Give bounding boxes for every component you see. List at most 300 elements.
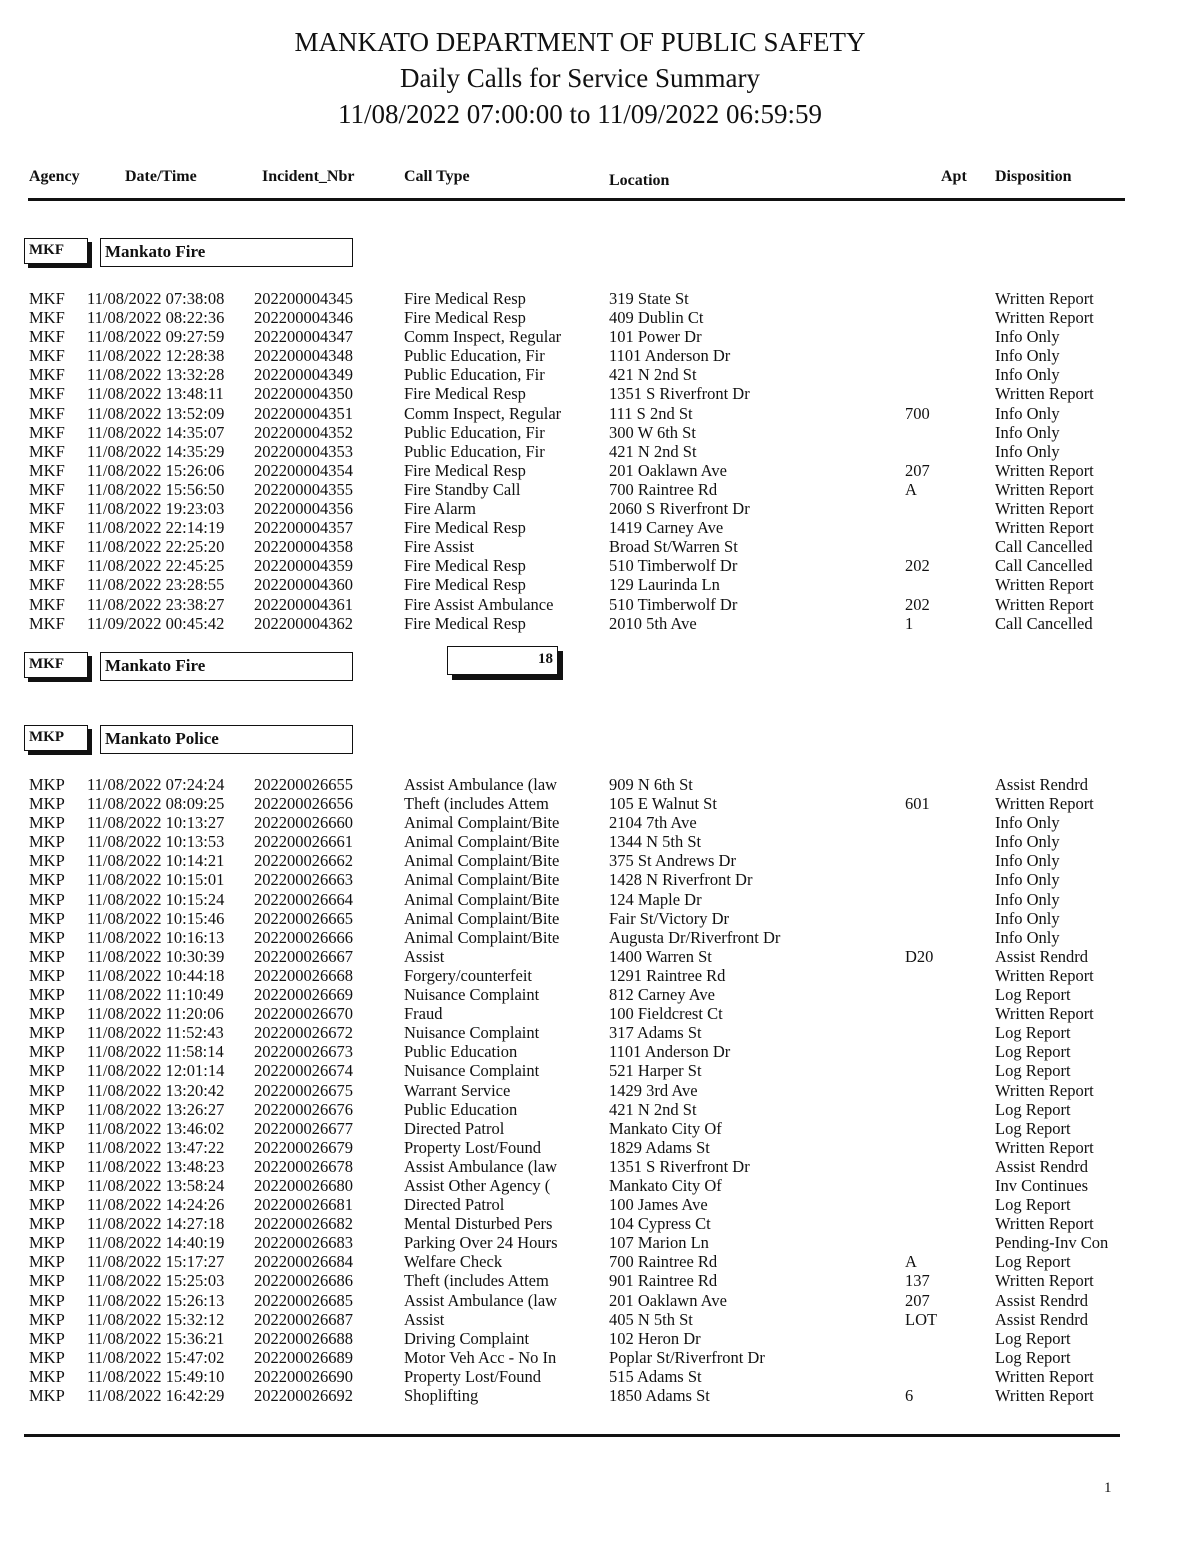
table-row <box>0 775 1200 794</box>
fire-footer-name-box: Mankato Fire <box>100 652 353 681</box>
datetime-cell: 11/08/2022 15:49:10 <box>87 1366 225 1386</box>
calltype-cell: Theft (includes Attem <box>404 1271 549 1291</box>
datetime-cell: 11/08/2022 13:32:28 <box>87 365 225 385</box>
table-row <box>0 1367 1200 1386</box>
table-row <box>0 851 1200 870</box>
table-row <box>0 575 1200 594</box>
agency-cell: MKP <box>29 1290 65 1310</box>
calltype-cell: Property Lost/Found <box>404 1137 542 1157</box>
incident-cell: 202200026687 <box>254 1309 353 1329</box>
location-cell: Mankato City Of <box>609 1175 722 1195</box>
location-cell: 319 State St <box>609 289 689 308</box>
disposition-cell: Written Report <box>995 384 1094 404</box>
disposition-cell: Assist Rendrd <box>995 1156 1089 1176</box>
report-title: MANKATO DEPARTMENT OF PUBLIC SAFETY <box>294 27 866 57</box>
incident-cell: 202200026678 <box>254 1156 353 1176</box>
table-row <box>0 1291 1200 1310</box>
datetime-cell: 11/08/2022 14:35:07 <box>87 422 225 442</box>
datetime-cell: 11/08/2022 07:24:24 <box>87 775 225 794</box>
agency-cell: MKP <box>29 1309 65 1329</box>
table-row <box>0 1195 1200 1214</box>
calltype-cell: Property Lost/Found <box>404 1366 542 1386</box>
incident-cell: 202200026674 <box>254 1061 353 1081</box>
calltype-cell: Fire Assist Ambulance <box>404 594 554 614</box>
datetime-cell: 11/08/2022 22:25:20 <box>87 537 225 557</box>
column-header-disposition: Disposition <box>995 168 1072 185</box>
incident-cell: 202200026680 <box>254 1175 353 1195</box>
disposition-cell: Written Report <box>995 575 1094 595</box>
table-row <box>0 985 1200 1004</box>
incident-cell: 202200004357 <box>254 518 353 538</box>
calltype-cell: Welfare Check <box>404 1252 503 1272</box>
agency-cell: MKF <box>29 479 65 499</box>
calltype-cell: Public Education, Fir <box>404 346 545 366</box>
calltype-cell: Assist Ambulance (law <box>404 775 558 794</box>
agency-cell: MKP <box>29 794 65 814</box>
incident-cell: 202200026656 <box>254 794 353 814</box>
incident-cell: 202200026667 <box>254 946 353 966</box>
datetime-cell: 11/08/2022 10:15:01 <box>87 870 225 890</box>
datetime-cell: 11/08/2022 12:28:38 <box>87 346 225 366</box>
location-cell: 1428 N Riverfront Dr <box>609 870 753 890</box>
calltype-cell: Animal Complaint/Bite <box>404 927 560 947</box>
incident-cell: 202200026688 <box>254 1328 353 1348</box>
agency-cell: MKP <box>29 1175 65 1195</box>
police-agency-code-box: MKP <box>24 725 88 751</box>
table-row <box>0 832 1200 851</box>
location-cell: Poplar St/Riverfront Dr <box>609 1347 765 1367</box>
calltype-cell: Animal Complaint/Bite <box>404 889 560 909</box>
location-cell: Broad St/Warren St <box>609 537 738 557</box>
datetime-cell: 11/08/2022 13:47:22 <box>87 1137 225 1157</box>
footer-rule <box>24 1434 1120 1437</box>
apt-cell: 202 <box>905 594 930 614</box>
location-cell: 1429 3rd Ave <box>609 1080 698 1100</box>
incident-cell: 202200026668 <box>254 965 353 985</box>
location-cell: 515 Adams St <box>609 1366 702 1386</box>
agency-cell: MKP <box>29 927 65 947</box>
datetime-cell: 11/08/2022 11:52:43 <box>87 1023 224 1043</box>
datetime-cell: 11/08/2022 13:48:11 <box>87 384 224 404</box>
agency-cell: MKP <box>29 965 65 985</box>
incident-cell: 202200004345 <box>254 289 353 308</box>
calltype-cell: Fire Assist <box>404 537 475 557</box>
fire-footer-code-box: MKF <box>24 652 88 678</box>
calltype-cell: Animal Complaint/Bite <box>404 832 560 852</box>
location-cell: 375 St Andrews Dr <box>609 851 736 871</box>
disposition-cell: Call Cancelled <box>995 613 1093 633</box>
table-row <box>0 499 1200 518</box>
agency-cell: MKF <box>29 346 65 366</box>
table-row <box>0 346 1200 365</box>
agency-cell: MKP <box>29 985 65 1005</box>
incident-cell: 202200026655 <box>254 775 353 794</box>
datetime-cell: 11/08/2022 10:13:53 <box>87 832 225 852</box>
calltype-cell: Directed Patrol <box>404 1195 505 1215</box>
fire-agency-code-box: MKF <box>24 238 88 264</box>
calltype-cell: Assist Ambulance (law <box>404 1156 558 1176</box>
datetime-cell: 11/08/2022 22:45:25 <box>87 556 225 576</box>
agency-cell: MKP <box>29 1347 65 1367</box>
location-cell: 1850 Adams St <box>609 1386 710 1405</box>
disposition-cell: Inv Continues <box>995 1175 1089 1195</box>
calltype-cell: Assist <box>404 946 445 966</box>
incident-cell: 202200026690 <box>254 1366 353 1386</box>
apt-cell: LOT <box>905 1309 938 1329</box>
location-cell: 317 Adams St <box>609 1023 702 1043</box>
calltype-cell: Animal Complaint/Bite <box>404 813 560 833</box>
table-row <box>0 595 1200 614</box>
datetime-cell: 11/08/2022 23:38:27 <box>87 594 225 614</box>
location-cell: 1351 S Riverfront Dr <box>609 1156 750 1176</box>
incident-cell: 202200026661 <box>254 832 353 852</box>
datetime-cell: 11/08/2022 13:20:42 <box>87 1080 225 1100</box>
location-cell: 2104 7th Ave <box>609 813 697 833</box>
datetime-cell: 11/08/2022 15:56:50 <box>87 479 225 499</box>
incident-cell: 202200004358 <box>254 537 353 557</box>
location-cell: Fair St/Victory Dr <box>609 908 729 928</box>
table-row <box>0 423 1200 442</box>
agency-cell: MKP <box>29 1118 65 1138</box>
datetime-cell: 11/08/2022 10:15:46 <box>87 908 225 928</box>
agency-cell: MKF <box>29 460 65 480</box>
calltype-cell: Comm Inspect, Regular <box>404 327 562 347</box>
disposition-cell: Assist Rendrd <box>995 946 1089 966</box>
incident-cell: 202200004354 <box>254 460 353 480</box>
disposition-cell: Written Report <box>995 289 1094 308</box>
datetime-cell: 11/08/2022 14:24:26 <box>87 1195 225 1215</box>
datetime-cell: 11/08/2022 15:36:21 <box>87 1328 225 1348</box>
table-row <box>0 1214 1200 1233</box>
apt-cell: D20 <box>905 946 934 966</box>
table-row <box>0 1386 1200 1405</box>
calltype-cell: Fire Medical Resp <box>404 575 526 595</box>
table-row <box>0 1061 1200 1080</box>
table-row <box>0 289 1200 308</box>
calltype-cell: Driving Complaint <box>404 1328 530 1348</box>
disposition-cell: Call Cancelled <box>995 537 1093 557</box>
table-row <box>0 794 1200 813</box>
agency-cell: MKP <box>29 1366 65 1386</box>
apt-cell: 601 <box>905 794 930 814</box>
apt-cell: 202 <box>905 556 930 576</box>
table-row <box>0 518 1200 537</box>
agency-cell: MKF <box>29 518 65 538</box>
location-cell: 201 Oaklawn Ave <box>609 460 727 480</box>
datetime-cell: 11/08/2022 16:42:29 <box>87 1386 225 1405</box>
incident-cell: 202200026684 <box>254 1252 353 1272</box>
disposition-cell: Info Only <box>995 403 1060 423</box>
table-row <box>0 1138 1200 1157</box>
datetime-cell: 11/08/2022 12:01:14 <box>87 1061 225 1081</box>
disposition-cell: Written Report <box>995 1004 1094 1024</box>
column-header-location: Location <box>609 172 670 189</box>
table-row <box>0 480 1200 499</box>
calltype-cell: Fire Medical Resp <box>404 460 526 480</box>
calltype-cell: Motor Veh Acc - No In <box>404 1347 557 1367</box>
location-cell: 107 Marion Ln <box>609 1233 709 1253</box>
table-row <box>0 966 1200 985</box>
disposition-cell: Info Only <box>995 908 1060 928</box>
datetime-cell: 11/08/2022 15:25:03 <box>87 1271 225 1291</box>
table-row <box>0 461 1200 480</box>
agency-cell: MKP <box>29 775 65 794</box>
calltype-cell: Fire Alarm <box>404 499 476 519</box>
incident-cell: 202200026682 <box>254 1214 353 1234</box>
datetime-cell: 11/08/2022 14:40:19 <box>87 1233 225 1253</box>
calltype-cell: Fire Medical Resp <box>404 384 526 404</box>
calltype-cell: Fire Medical Resp <box>404 308 526 328</box>
table-row <box>0 928 1200 947</box>
location-cell: Augusta Dr/Riverfront Dr <box>609 927 781 947</box>
apt-cell: 1 <box>905 613 914 633</box>
table-row <box>0 365 1200 384</box>
agency-cell: MKF <box>29 499 65 519</box>
disposition-cell: Log Report <box>995 1042 1071 1062</box>
agency-cell: MKP <box>29 1252 65 1272</box>
calltype-cell: Fire Medical Resp <box>404 518 526 538</box>
disposition-cell: Log Report <box>995 1347 1071 1367</box>
datetime-cell: 11/08/2022 13:46:02 <box>87 1118 225 1138</box>
datetime-cell: 11/08/2022 14:27:18 <box>87 1214 225 1234</box>
datetime-cell: 11/08/2022 10:16:13 <box>87 927 225 947</box>
incident-cell: 202200004347 <box>254 327 353 347</box>
datetime-cell: 11/08/2022 19:23:03 <box>87 499 225 519</box>
location-cell: 201 Oaklawn Ave <box>609 1290 727 1310</box>
disposition-cell: Written Report <box>995 518 1094 538</box>
disposition-cell: Log Report <box>995 1099 1071 1119</box>
calltype-cell: Fire Medical Resp <box>404 613 526 633</box>
incident-cell: 202200004349 <box>254 365 353 385</box>
incident-cell: 202200026677 <box>254 1118 353 1138</box>
disposition-cell: Written Report <box>995 499 1094 519</box>
agency-cell: MKF <box>29 384 65 404</box>
incident-cell: 202200004351 <box>254 403 353 423</box>
agency-cell: MKF <box>29 537 65 557</box>
agency-cell: MKF <box>29 289 65 308</box>
location-cell: 101 Power Dr <box>609 327 702 347</box>
incident-cell: 202200026675 <box>254 1080 353 1100</box>
table-row <box>0 404 1200 423</box>
table-row <box>0 1252 1200 1271</box>
location-cell: 409 Dublin Ct <box>609 308 704 328</box>
incident-cell: 202200004356 <box>254 499 353 519</box>
disposition-cell: Info Only <box>995 441 1060 461</box>
disposition-cell: Assist Rendrd <box>995 1290 1089 1310</box>
incident-cell: 202200026673 <box>254 1042 353 1062</box>
calltype-cell: Parking Over 24 Hours <box>404 1233 558 1253</box>
table-row <box>0 1310 1200 1329</box>
incident-cell: 202200004361 <box>254 594 353 614</box>
disposition-cell: Info Only <box>995 851 1060 871</box>
table-row <box>0 537 1200 556</box>
apt-cell: 700 <box>905 403 930 423</box>
agency-cell: MKP <box>29 946 65 966</box>
agency-cell: MKF <box>29 441 65 461</box>
agency-cell: MKP <box>29 889 65 909</box>
disposition-cell: Log Report <box>995 985 1071 1005</box>
disposition-cell: Info Only <box>995 832 1060 852</box>
table-row <box>0 1329 1200 1348</box>
incident-cell: 202200026686 <box>254 1271 353 1291</box>
location-cell: 1400 Warren St <box>609 946 712 966</box>
disposition-cell: Info Only <box>995 870 1060 890</box>
table-row <box>0 327 1200 346</box>
calltype-cell: Assist Other Agency ( <box>404 1175 551 1195</box>
report-date-range: 11/08/2022 07:00:00 to 11/09/2022 06:59:59 <box>337 99 822 129</box>
disposition-cell: Written Report <box>995 965 1094 985</box>
calltype-cell: Nuisance Complaint <box>404 1023 540 1043</box>
location-cell: 700 Raintree Rd <box>609 1252 718 1272</box>
agency-cell: MKP <box>29 908 65 928</box>
agency-cell: MKP <box>29 1137 65 1157</box>
calltype-cell: Public Education <box>404 1099 518 1119</box>
location-cell: Mankato City Of <box>609 1118 722 1138</box>
agency-cell: MKP <box>29 1099 65 1119</box>
agency-cell: MKP <box>29 1023 65 1043</box>
incident-cell: 202200026666 <box>254 927 353 947</box>
location-cell: 2010 5th Ave <box>609 613 697 633</box>
location-cell: 124 Maple Dr <box>609 889 702 909</box>
location-cell: 901 Raintree Rd <box>609 1271 718 1291</box>
disposition-cell: Log Report <box>995 1023 1071 1043</box>
datetime-cell: 11/08/2022 08:09:25 <box>87 794 225 814</box>
calltype-cell: Directed Patrol <box>404 1118 505 1138</box>
location-cell: 510 Timberwolf Dr <box>609 556 738 576</box>
apt-cell: A <box>905 479 917 499</box>
table-row <box>0 1081 1200 1100</box>
datetime-cell: 11/08/2022 13:58:24 <box>87 1175 225 1195</box>
apt-cell: 137 <box>905 1271 930 1291</box>
incident-cell: 202200026660 <box>254 813 353 833</box>
column-header-datetime: Date/Time <box>125 168 197 185</box>
disposition-cell: Info Only <box>995 927 1060 947</box>
disposition-cell: Info Only <box>995 346 1060 366</box>
table-row <box>0 1004 1200 1023</box>
page-number: 1 <box>1104 1480 1112 1496</box>
incident-cell: 202200026669 <box>254 985 353 1005</box>
table-row <box>0 1271 1200 1290</box>
disposition-cell: Log Report <box>995 1118 1071 1138</box>
disposition-cell: Written Report <box>995 1386 1094 1405</box>
datetime-cell: 11/08/2022 10:44:18 <box>87 965 225 985</box>
table-row <box>0 308 1200 327</box>
fire-calls-list <box>0 289 1200 633</box>
agency-cell: MKP <box>29 851 65 871</box>
table-row <box>0 947 1200 966</box>
location-cell: 521 Harper St <box>609 1061 702 1081</box>
location-cell: 510 Timberwolf Dr <box>609 594 738 614</box>
incident-cell: 202200026681 <box>254 1195 353 1215</box>
datetime-cell: 11/08/2022 13:26:27 <box>87 1099 225 1119</box>
column-header-incident: Incident_Nbr <box>262 168 355 185</box>
incident-cell: 202200026670 <box>254 1004 353 1024</box>
incident-cell: 202200004350 <box>254 384 353 404</box>
location-cell: 129 Laurinda Ln <box>609 575 720 595</box>
disposition-cell: Info Only <box>995 422 1060 442</box>
location-cell: 105 E Walnut St <box>609 794 717 814</box>
datetime-cell: 11/08/2022 13:48:23 <box>87 1156 225 1176</box>
agency-cell: MKP <box>29 1061 65 1081</box>
location-cell: 1419 Carney Ave <box>609 518 724 538</box>
datetime-cell: 11/08/2022 11:10:49 <box>87 985 224 1005</box>
agency-cell: MKP <box>29 1328 65 1348</box>
location-cell: 100 James Ave <box>609 1195 708 1215</box>
datetime-cell: 11/08/2022 10:30:39 <box>87 946 225 966</box>
apt-cell: 207 <box>905 1290 930 1310</box>
incident-cell: 202200026683 <box>254 1233 353 1253</box>
location-cell: 1101 Anderson Dr <box>609 1042 731 1062</box>
disposition-cell: Call Cancelled <box>995 556 1093 576</box>
disposition-cell: Info Only <box>995 889 1060 909</box>
incident-cell: 202200004348 <box>254 346 353 366</box>
incident-cell: 202200026679 <box>254 1137 353 1157</box>
table-row <box>0 1023 1200 1042</box>
agency-cell: MKF <box>29 422 65 442</box>
disposition-cell: Written Report <box>995 479 1094 499</box>
datetime-cell: 11/09/2022 00:45:42 <box>87 613 225 633</box>
datetime-cell: 11/08/2022 10:13:27 <box>87 813 225 833</box>
agency-cell: MKF <box>29 365 65 385</box>
incident-cell: 202200026672 <box>254 1023 353 1043</box>
calltype-cell: Assist Ambulance (law <box>404 1290 558 1310</box>
calltype-cell: Public Education, Fir <box>404 365 545 385</box>
datetime-cell: 11/08/2022 10:15:24 <box>87 889 225 909</box>
table-row <box>0 556 1200 575</box>
location-cell: 421 N 2nd St <box>609 1099 697 1119</box>
agency-cell: MKF <box>29 594 65 614</box>
location-cell: 2060 S Riverfront Dr <box>609 499 750 519</box>
datetime-cell: 11/08/2022 15:26:06 <box>87 460 225 480</box>
table-row <box>0 813 1200 832</box>
disposition-cell: Assist Rendrd <box>995 775 1089 794</box>
table-row <box>0 1348 1200 1367</box>
column-header-apt: Apt <box>941 168 967 185</box>
datetime-cell: 11/08/2022 22:14:19 <box>87 518 225 538</box>
disposition-cell: Written Report <box>995 1366 1094 1386</box>
police-agency-name-box: Mankato Police <box>100 725 353 754</box>
datetime-cell: 11/08/2022 09:27:59 <box>87 327 225 347</box>
incident-cell: 202200026689 <box>254 1347 353 1367</box>
apt-cell: 6 <box>905 1386 914 1405</box>
calltype-cell: Shoplifting <box>404 1386 479 1405</box>
incident-cell: 202200026662 <box>254 851 353 871</box>
datetime-cell: 11/08/2022 15:26:13 <box>87 1290 225 1310</box>
incident-cell: 202200004360 <box>254 575 353 595</box>
location-cell: 300 W 6th St <box>609 422 696 442</box>
agency-cell: MKF <box>29 308 65 328</box>
datetime-cell: 11/08/2022 15:47:02 <box>87 1347 225 1367</box>
column-header-agency: Agency <box>29 168 80 185</box>
calltype-cell: Mental Disturbed Pers <box>404 1214 553 1234</box>
agency-cell: MKP <box>29 813 65 833</box>
calltype-cell: Nuisance Complaint <box>404 985 540 1005</box>
calltype-cell: Animal Complaint/Bite <box>404 851 560 871</box>
calltype-cell: Fire Medical Resp <box>404 289 526 308</box>
location-cell: 1351 S Riverfront Dr <box>609 384 750 404</box>
table-row <box>0 1100 1200 1119</box>
table-row <box>0 1042 1200 1061</box>
apt-cell: A <box>905 1252 917 1272</box>
agency-cell: MKP <box>29 1233 65 1253</box>
disposition-cell: Written Report <box>995 1080 1094 1100</box>
incident-cell: 202200026685 <box>254 1290 353 1310</box>
disposition-cell: Written Report <box>995 1137 1094 1157</box>
disposition-cell: Log Report <box>995 1252 1071 1272</box>
table-row <box>0 1176 1200 1195</box>
calltype-cell: Public Education, Fir <box>404 422 545 442</box>
calltype-cell: Comm Inspect, Regular <box>404 403 562 423</box>
